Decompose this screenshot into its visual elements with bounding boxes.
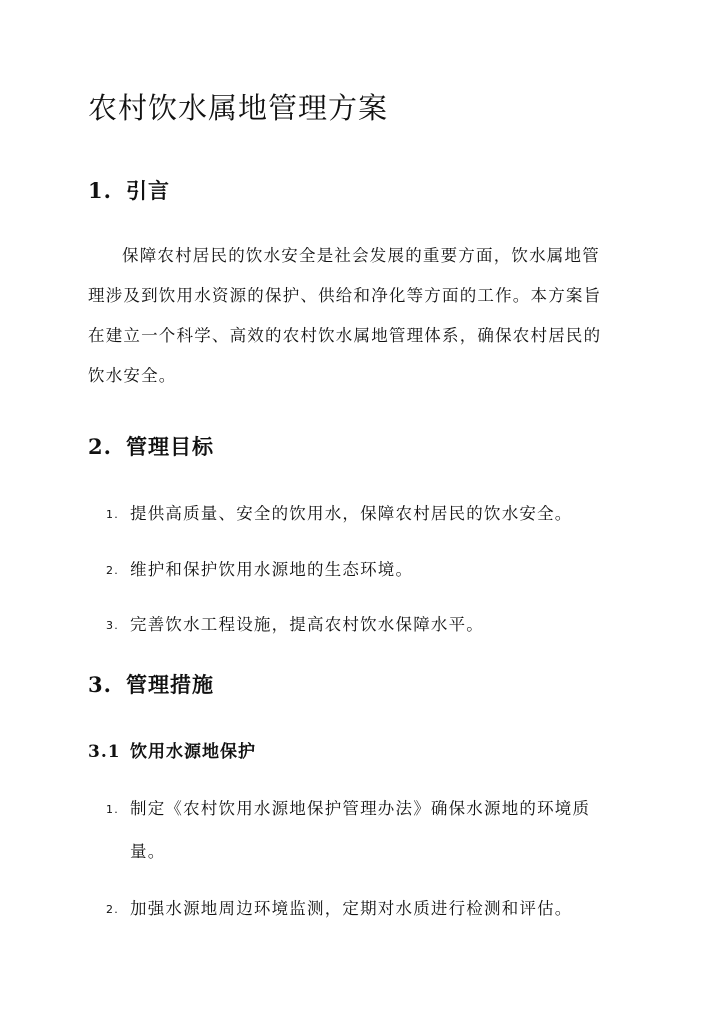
list-marker: 3. xyxy=(106,619,119,632)
list-item-text: 维护和保护饮用水源地的生态环境。 xyxy=(130,560,414,579)
list-item xyxy=(106,895,573,919)
list-item xyxy=(106,500,573,524)
list-item xyxy=(106,611,484,635)
subsection-number: 3.1 xyxy=(88,742,121,762)
section-number: 2. xyxy=(88,434,112,459)
introduction-paragraph xyxy=(88,236,636,396)
paragraph-line: 保障农村居民的饮水安全是社会发展的重要方面，饮水属地管 xyxy=(122,246,600,265)
list-item xyxy=(106,795,590,819)
section-heading-measures xyxy=(88,669,214,699)
list-item-text: 加强水源地周边环境监测，定期对水质进行检测和评估。 xyxy=(130,899,573,918)
paragraph-line: 饮水安全。 xyxy=(88,366,177,385)
list-marker: 1. xyxy=(106,803,119,816)
section-number: 1. xyxy=(88,178,112,203)
list-item-text: 完善饮水工程设施，提高农村饮水保障水平。 xyxy=(130,615,484,634)
section-number: 3. xyxy=(88,672,112,697)
list-marker: 2. xyxy=(106,564,119,577)
document-title: 农村饮水属地管理方案 xyxy=(88,91,389,125)
paragraph-line: 在建立一个科学、高效的农村饮水属地管理体系，确保农村居民的 xyxy=(88,326,602,345)
list-item xyxy=(106,556,413,580)
section-heading-goals xyxy=(88,431,214,461)
list-marker: 2. xyxy=(106,903,119,916)
section-title: 引言 xyxy=(126,178,170,203)
section-title: 管理措施 xyxy=(126,672,214,697)
list-item-continuation: 量。 xyxy=(130,842,166,861)
section-heading-introduction xyxy=(88,175,170,205)
subsection-title: 饮用水源地保护 xyxy=(130,742,256,762)
list-item-text: 制定《农村饮用水源地保护管理办法》确保水源地的环境质 xyxy=(130,799,591,818)
subsection-heading-water-source-protection xyxy=(88,737,256,762)
list-marker: 1. xyxy=(106,508,119,521)
paragraph-line: 理涉及到饮用水资源的保护、供给和净化等方面的工作。本方案旨 xyxy=(88,286,602,305)
section-title: 管理目标 xyxy=(126,434,214,459)
list-item-text: 提供高质量、安全的饮用水，保障农村居民的饮水安全。 xyxy=(130,504,573,523)
